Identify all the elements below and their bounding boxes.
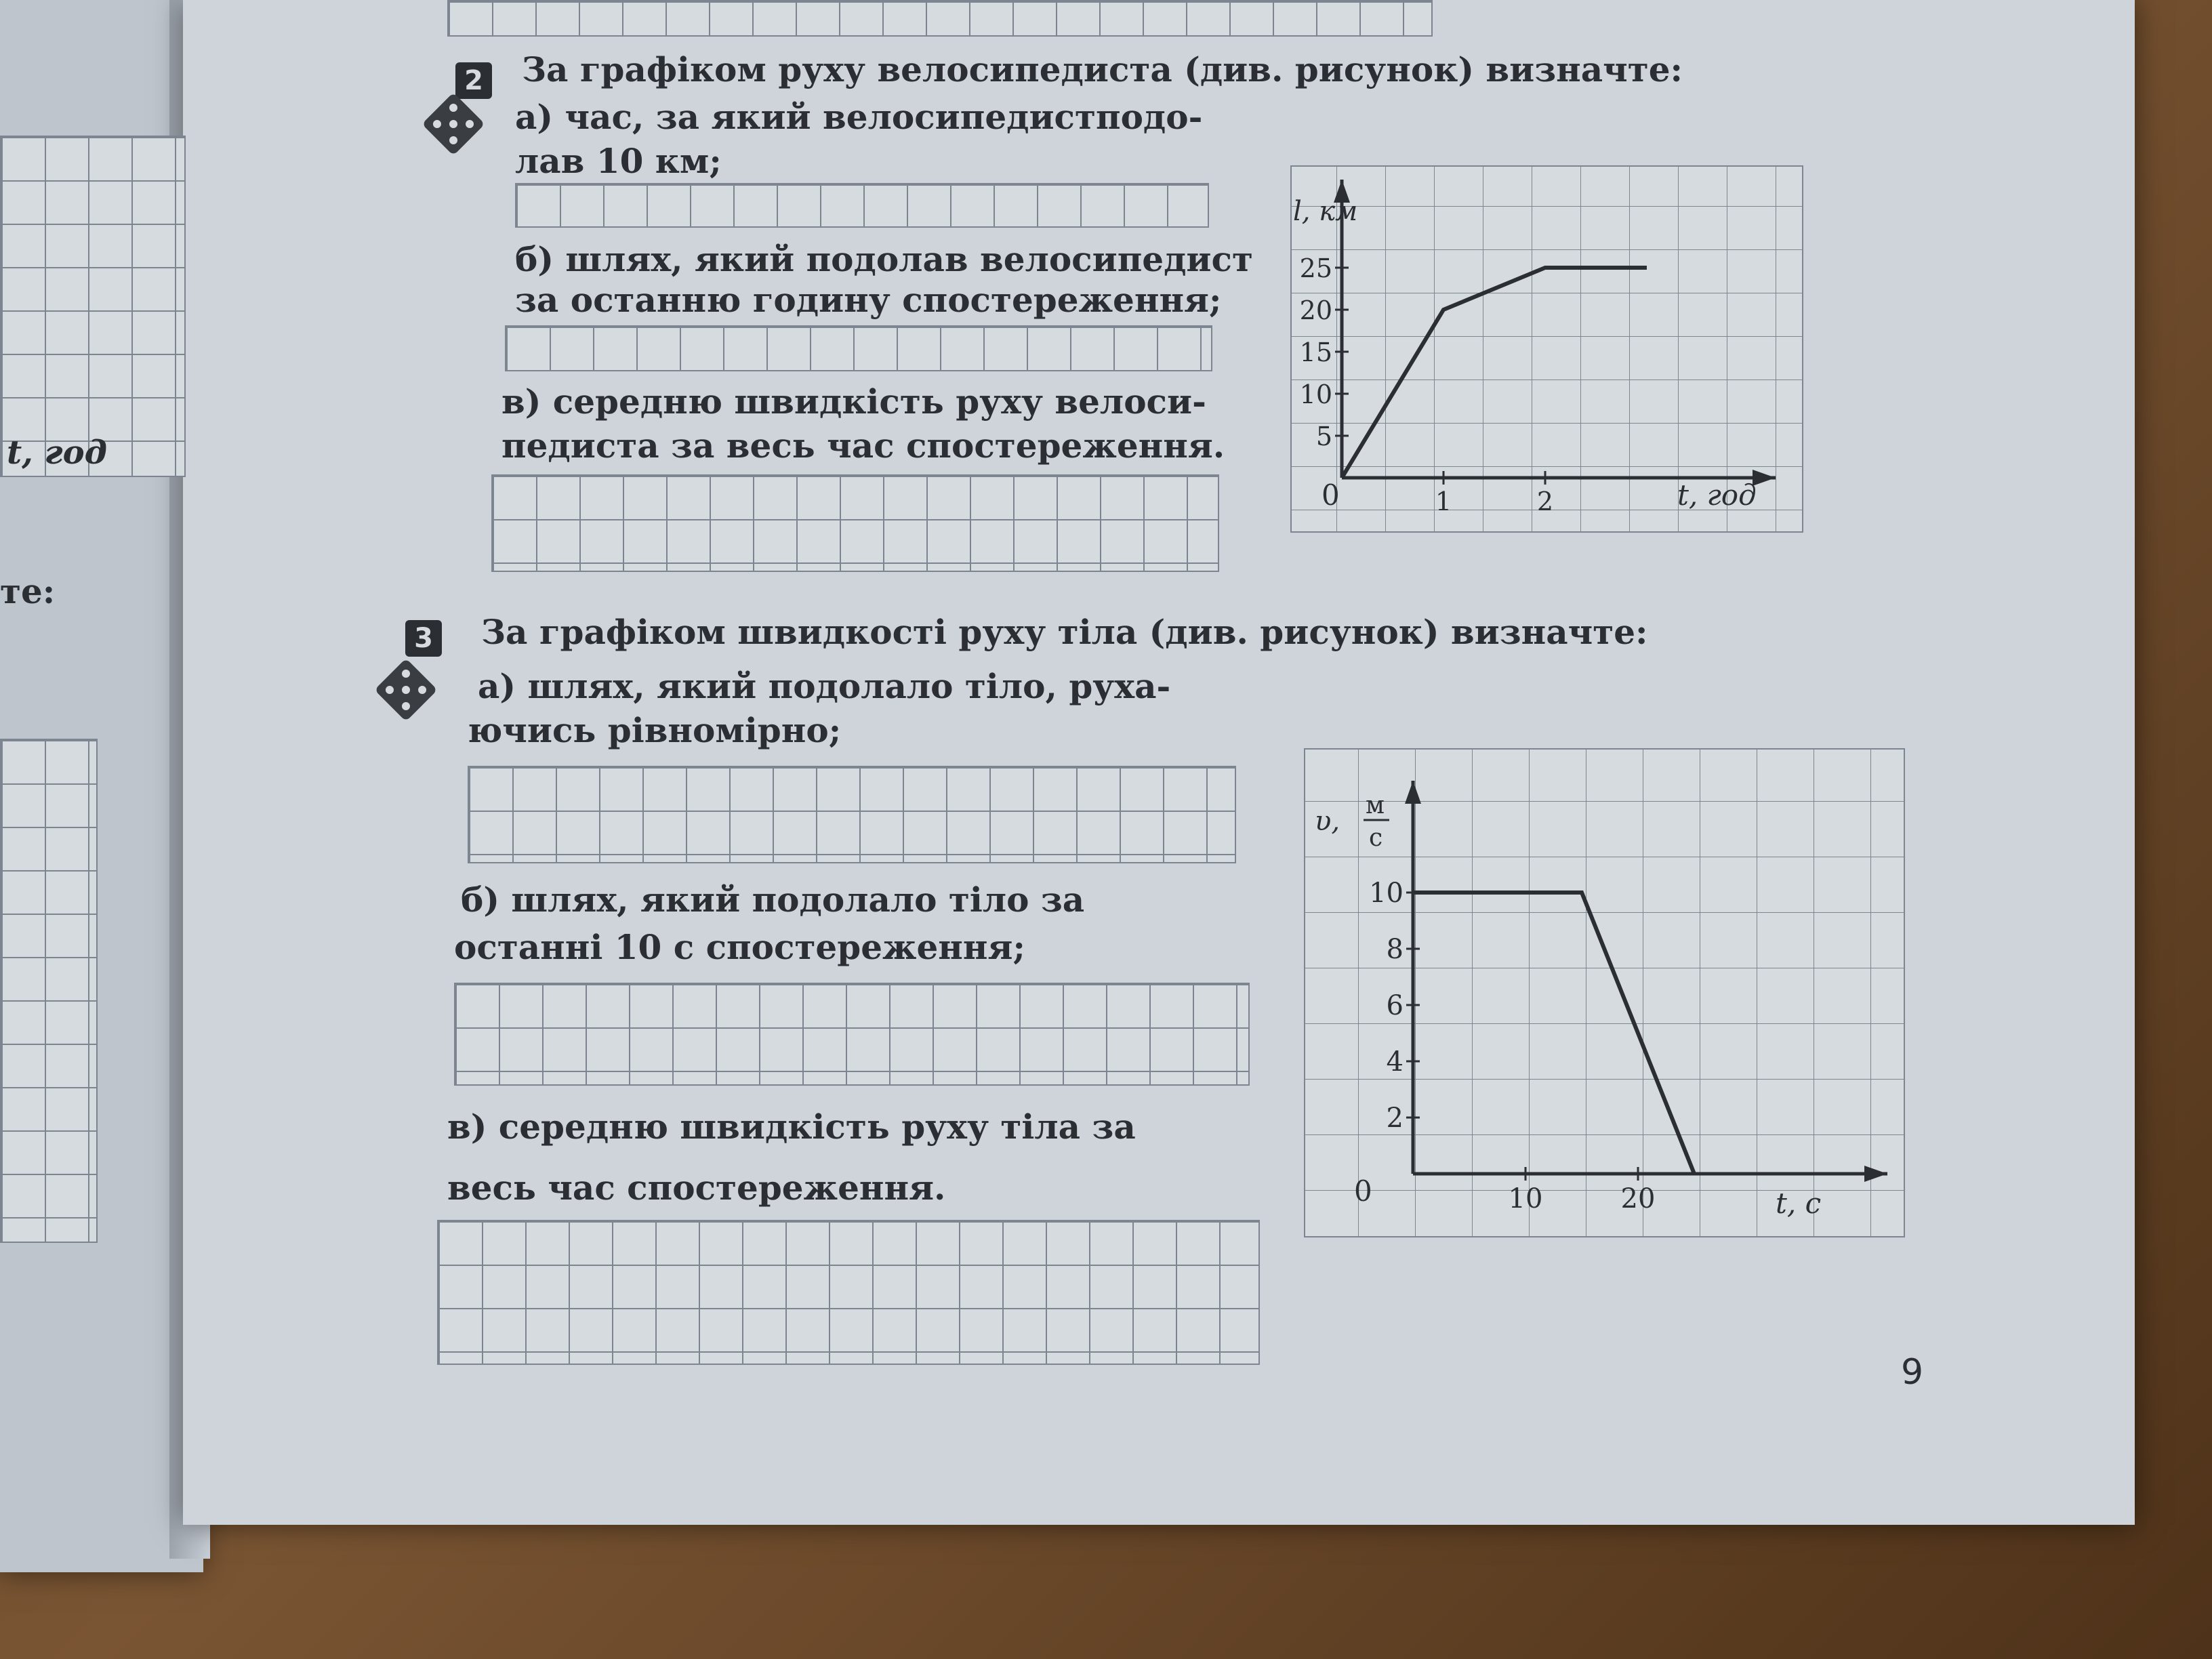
task2-b-line1: б) шлях, який подолав велосипедист (515, 239, 1253, 279)
task2-title: За графіком руху велосипедиста (див. рисунок) визначте: (522, 49, 1683, 89)
page-number: 9 (1901, 1352, 1924, 1393)
chart2-origin: 0 (1354, 1174, 1372, 1208)
chart2-x-tick-label: 10 (1508, 1183, 1543, 1214)
left-axis-label: t, год (7, 434, 107, 472)
task3-a-line2: ючись рівномірно; (468, 710, 842, 750)
task2-a-line2: лав 10 км; (515, 141, 722, 181)
task2-a-answer-grid[interactable] (515, 183, 1209, 228)
task2-b-line2: за останню годину спостереження; (515, 280, 1222, 320)
chart2-y-tick-label: 4 (1386, 1046, 1404, 1078)
task2-a-line1: а) час, за який велосипедистподо- (515, 97, 1203, 137)
task3-a-line1: а) шлях, який подолало тіло, руха- (478, 666, 1171, 706)
chart1-y-tick-label: 5 (1315, 422, 1332, 451)
chart2-y-tick-label: 8 (1386, 934, 1404, 965)
task3-c-answer-grid[interactable] (437, 1220, 1260, 1365)
task3-c-line2: весь час спостереження. (447, 1168, 946, 1208)
chart1-x-tick-label: 2 (1536, 487, 1554, 516)
chart1-ylabel: l, км (1293, 196, 1358, 227)
task3-b-line2: останні 10 с спостереження; (454, 927, 1025, 967)
chart2-y-tick-label: 10 (1369, 878, 1404, 909)
task2-b-answer-grid[interactable] (505, 325, 1212, 371)
chart2-xlabel: t, с (1776, 1187, 1822, 1220)
task2-c-line2: педиста за весь час спостереження. (501, 426, 1225, 466)
top-answer-grid-strip (447, 0, 1433, 37)
chart1-y-tick-label: 25 (1299, 253, 1332, 283)
task2-c-line1: в) середню швидкість руху велоси- (501, 382, 1206, 422)
task3-b-line1: б) шлях, який подолало тіло за (461, 880, 1085, 920)
chart1-x-tick-label: 1 (1435, 487, 1452, 516)
left-page-grid-top (0, 136, 186, 477)
chart2-ylabel-den: с (1369, 824, 1383, 852)
task2-number-badge: 2 (455, 62, 492, 99)
chart2-y-tick-label: 2 (1386, 1103, 1404, 1134)
task3-a-answer-grid[interactable] (468, 766, 1236, 863)
left-page-grid-bottom (0, 739, 98, 1243)
task3-b-answer-grid[interactable] (454, 983, 1250, 1086)
task3-c-line1: в) середню швидкість руху тіла за (447, 1107, 1136, 1147)
task3-number-badge: 3 (405, 620, 442, 657)
velocity-time-chart (1301, 745, 1911, 1247)
chart2-ylabel-prefix: υ, (1315, 806, 1340, 837)
chart2-x-tick-label: 20 (1620, 1183, 1656, 1214)
chart1-y-tick-label: 15 (1299, 337, 1332, 367)
chart1-y-tick-label: 20 (1299, 295, 1332, 325)
chart1-xlabel: t, год (1677, 478, 1757, 512)
task2-c-answer-grid[interactable] (491, 474, 1219, 572)
chart1-y-tick-label: 10 (1299, 380, 1332, 409)
chart2-ylabel-num: м (1366, 792, 1385, 819)
chart2-y-tick-label: 6 (1386, 990, 1404, 1021)
left-fragment-text: те: (0, 571, 56, 611)
chart1-origin: 0 (1322, 478, 1340, 512)
distance-time-chart (1288, 163, 1809, 542)
task3-title: За графіком швидкості руху тіла (див. рисунок) визначте: (481, 612, 1648, 652)
